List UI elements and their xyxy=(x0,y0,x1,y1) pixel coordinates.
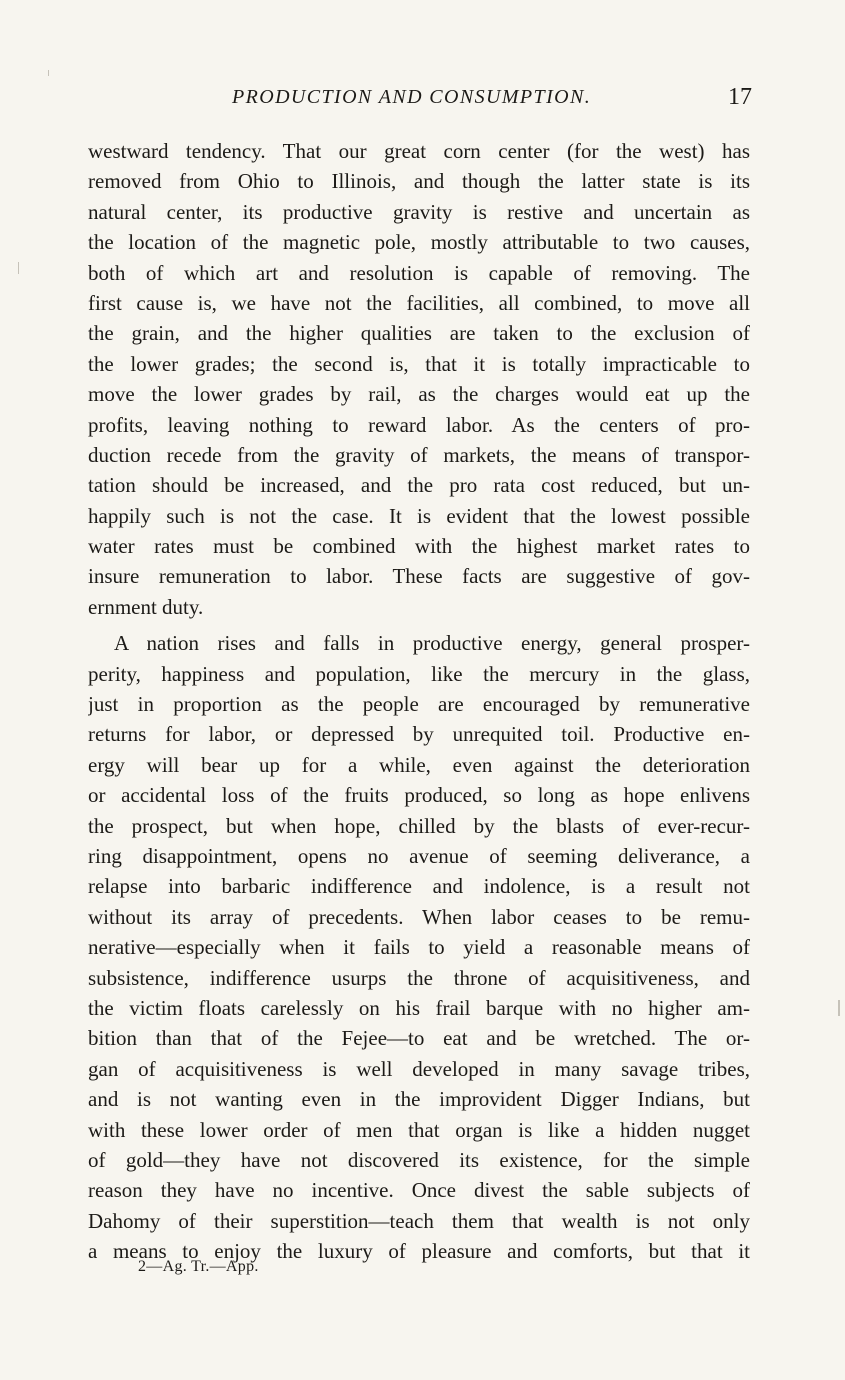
text-line: just in proportion as the people are encouraged by remunerative xyxy=(88,692,750,717)
text-line: A nation rises and falls in productive energy, general prosper- xyxy=(114,631,750,656)
signature-mark: 2—Ag. Tr.—App. xyxy=(138,1258,259,1275)
running-head xyxy=(0,86,845,118)
text-line: ergy will bear up for a while, even against the deterioration xyxy=(88,752,750,777)
text-line: perity, happiness and population, like the mercury in the glass, xyxy=(88,661,750,686)
text-line: happily such is not the case. It is evident that the lowest possible xyxy=(88,503,750,528)
text-line: with these lower order of men that organ is like a hidden nugget xyxy=(88,1117,750,1142)
text-line: first cause is, we have not the facilities, all combined, to move all xyxy=(88,290,750,315)
text-line: duction recede from the gravity of markets, the means of transpor- xyxy=(88,442,750,467)
text-line: gan of acquisitiveness is well developed in many savage tribes, xyxy=(88,1056,750,1081)
text-line: relapse into barbaric indifference and indolence, is a result not xyxy=(88,874,750,899)
text-line: westward tendency. That our great corn center (for the west) has xyxy=(88,139,750,163)
text-line: removed from Ohio to Illinois, and though the latter state is its xyxy=(88,169,750,194)
text-line: nerative—especially when it fails to yield a reasonable means of xyxy=(88,935,750,960)
text-line: profits, leaving nothing to reward labor. As the centers of pro- xyxy=(88,412,750,437)
text-line: ring disappointment, opens no avenue of seeming deliverance, a xyxy=(88,843,750,868)
paper-speck xyxy=(838,1000,840,1016)
text-line: subsistence, indifference usurps the throne of acquisitiveness, and xyxy=(88,965,750,990)
text-line: Dahomy of their superstition—teach them that wealth is not only xyxy=(88,1208,750,1233)
text-line: bition than that of the Fejee—to eat and be wretched. The or- xyxy=(88,1026,750,1051)
text-line: a means to enjoy the luxury of pleasure and comforts, but that it xyxy=(88,1239,750,1264)
text-line: the victim floats carelessly on his frail barque with no higher am- xyxy=(88,995,750,1020)
text-line: insure remuneration to labor. These facts are suggestive of gov- xyxy=(88,564,750,589)
text-line: the location of the magnetic pole, mostly attributable to two causes, xyxy=(88,230,750,255)
running-title: PRODUCTION AND CONSUMPTION. xyxy=(232,86,592,108)
text-line: the prospect, but when hope, chilled by the blasts of ever-recur- xyxy=(88,813,750,838)
text-line: move the lower grades by rail, as the charges would eat up the xyxy=(88,382,750,407)
text-line: and is not wanting even in the improvident Digger Indians, but xyxy=(88,1087,750,1112)
text-line: natural center, its productive gravity is restive and uncertain as xyxy=(88,199,750,224)
text-line: the grain, and the higher qualities are taken to the exclusion of xyxy=(88,321,750,346)
text-line: or accidental loss of the fruits produced, so long as hope enlivens xyxy=(88,783,750,808)
text-line: returns for labor, or depressed by unrequited toil. Productive en- xyxy=(88,722,750,747)
body-text xyxy=(88,136,750,1266)
text-line: water rates must be combined with the highest market rates to xyxy=(88,534,750,559)
paper-speck xyxy=(48,70,49,76)
page-number: 17 xyxy=(728,84,752,110)
text-line: the lower grades; the second is, that it is totally impracticable to xyxy=(88,351,750,376)
paper-speck xyxy=(18,262,19,274)
text-line: both of which art and resolution is capable of removing. The xyxy=(88,260,750,285)
text-line: of gold—they have not discovered its existence, for the simple xyxy=(88,1147,750,1172)
text-line: ernment duty. xyxy=(88,594,204,619)
text-line: tation should be increased, and the pro rata cost reduced, but un- xyxy=(88,473,750,498)
text-line: without its array of precedents. When labor ceases to be remu- xyxy=(88,904,750,929)
text-line: reason they have no incentive. Once divest the sable subjects of xyxy=(88,1178,750,1203)
